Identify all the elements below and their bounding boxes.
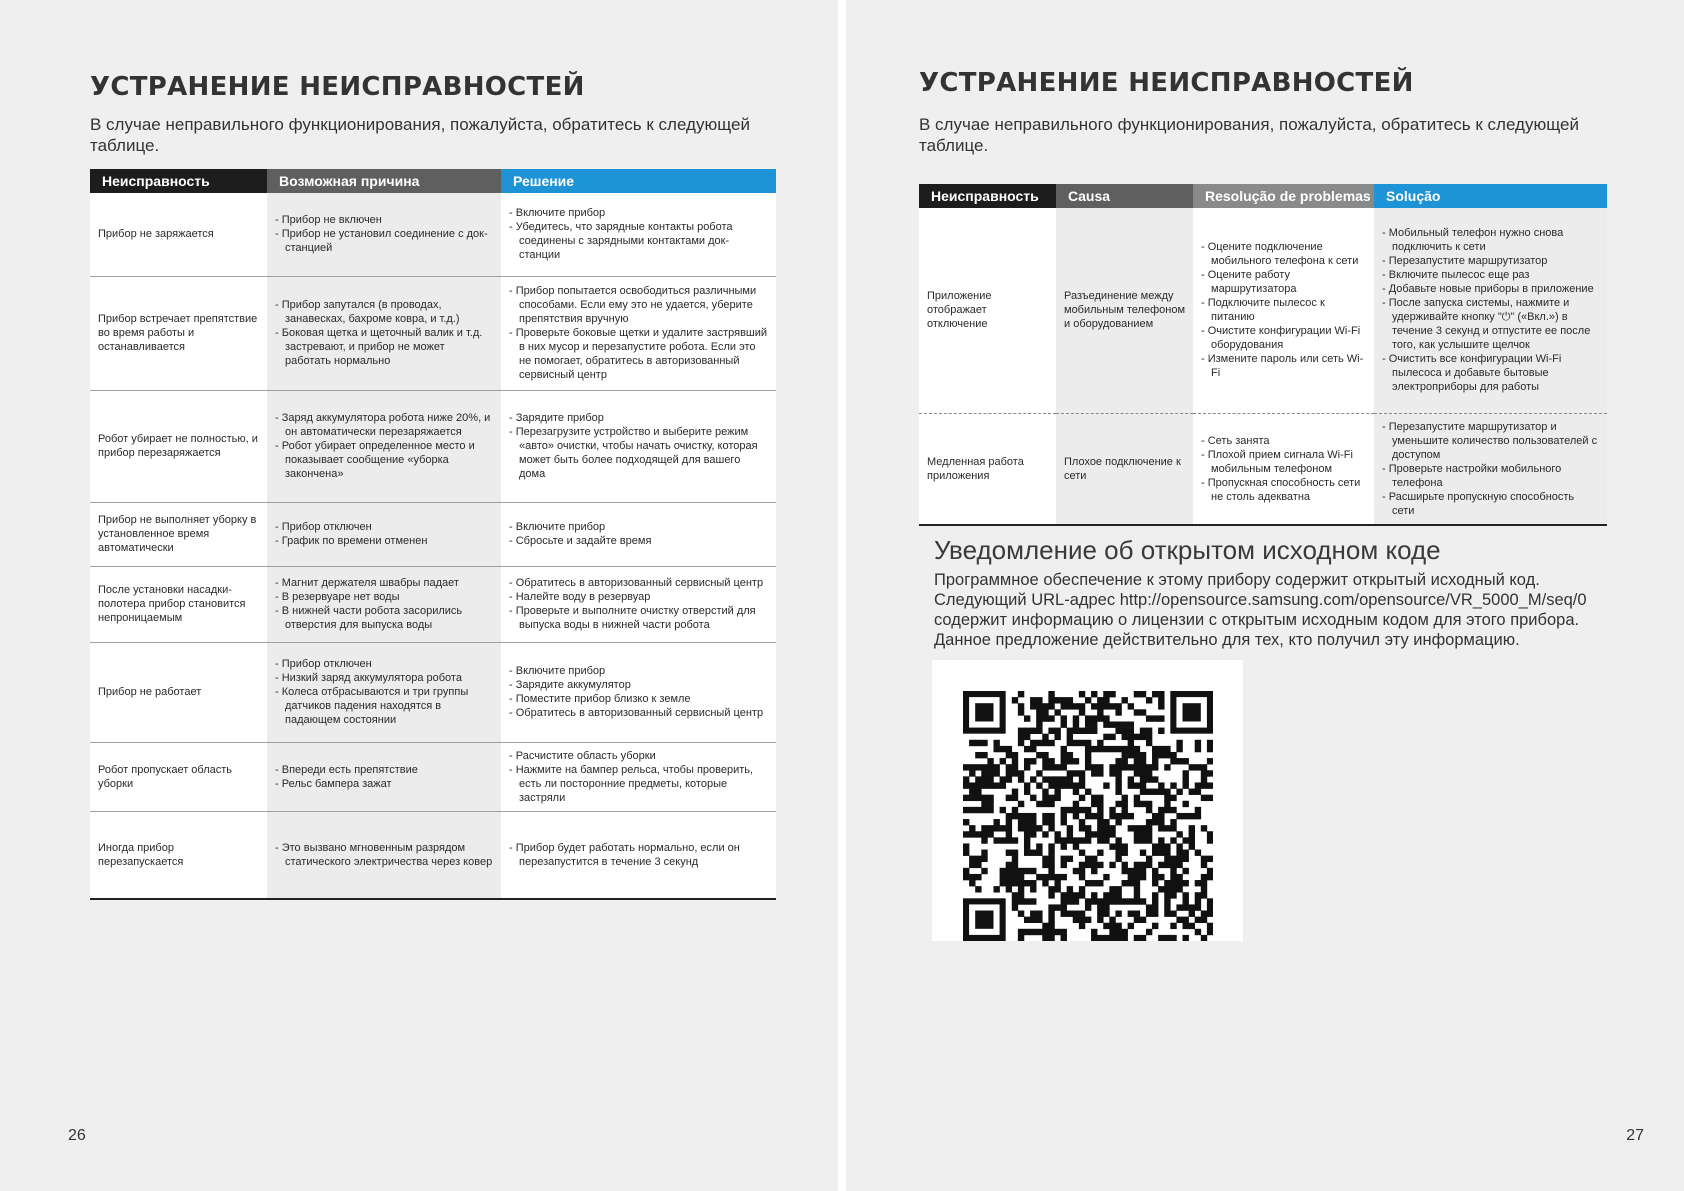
header-fault: Неисправность bbox=[919, 184, 1056, 208]
table-body bbox=[919, 208, 1607, 525]
table-row bbox=[90, 276, 776, 390]
list-item: - Подключите пылесос к питанию bbox=[1201, 296, 1366, 324]
solution-cell bbox=[501, 642, 776, 742]
fault-cell: После установки насадки-полотера прибор становится непроницаемым bbox=[90, 566, 267, 642]
list-item: - Прибор не установил соединение с док-станцией bbox=[275, 227, 493, 255]
bullet-list bbox=[275, 841, 493, 869]
list-item: - Очистить все конфигурации Wi-Fi пылесоса и добавьте бытовые электроприборы для работы bbox=[1382, 352, 1599, 394]
cause-cell bbox=[267, 566, 501, 642]
list-item: - Расширьте пропускную способность сети bbox=[1382, 490, 1599, 518]
solution-cell bbox=[501, 502, 776, 566]
app-troubleshooting-table bbox=[919, 184, 1607, 526]
list-item: - Убедитесь, что зарядные контакты робота соединены с зарядными контактами док-станции bbox=[509, 220, 768, 262]
page-number: 27 bbox=[1626, 1127, 1644, 1144]
list-item: - Сбросьте и задайте время bbox=[509, 534, 768, 548]
list-item: - Оцените работу маршрутизатора bbox=[1201, 268, 1366, 296]
list-item: - Расчистите область уборки bbox=[509, 749, 768, 763]
list-item: - Налейте воду в резервуар bbox=[509, 590, 768, 604]
bullet-list bbox=[509, 841, 768, 869]
open-source-line: содержит информацию о лицензии с открытым исходным кодом для этого прибора. bbox=[934, 611, 1580, 629]
list-item: - Поместите прибор близко к земле bbox=[509, 692, 768, 706]
list-item: - Добавьте новые приборы в приложение bbox=[1382, 282, 1599, 296]
list-item: - Оцените подключение мобильного телефона к сети bbox=[1201, 240, 1366, 268]
list-item: - Включите прибор bbox=[509, 206, 768, 220]
bullet-list bbox=[1382, 420, 1599, 518]
bullet-list bbox=[275, 298, 493, 368]
fault-cell: Прибор не выполняет уборку в установленное время автоматически bbox=[90, 502, 267, 566]
cause-cell bbox=[267, 193, 501, 276]
list-item: - Боковая щетка и щеточный валик и т.д. застревают, и прибор не может работать нормально bbox=[275, 326, 493, 368]
list-item: - Измените пароль или сеть Wi-Fi bbox=[1201, 352, 1366, 380]
check-cell bbox=[1193, 208, 1374, 413]
bullet-list bbox=[509, 664, 768, 720]
header-solution: Solução bbox=[1374, 184, 1607, 208]
header-cause: Causa bbox=[1056, 184, 1193, 208]
page-title: УСТРАНЕНИЕ НЕИСПРАВНОСТЕЙ bbox=[90, 72, 585, 102]
list-item: - Магнит держателя швабры падает bbox=[275, 576, 493, 590]
table-row bbox=[90, 502, 776, 566]
solution-cell bbox=[501, 811, 776, 899]
list-item: - Прибор попытается освободиться различными способами. Если ему это не удается, уберите препятствия вручную bbox=[509, 284, 768, 326]
open-source-title: Уведомление об открытом исходном коде bbox=[934, 535, 1441, 565]
bullet-list bbox=[509, 520, 768, 548]
list-item: - Проверьте и выполните очистку отверстий для выпуска воды в нижней части робота bbox=[509, 604, 768, 632]
table-row bbox=[90, 742, 776, 811]
list-item: - Очистите конфигурации Wi-Fi оборудования bbox=[1201, 324, 1366, 352]
qr-code-icon bbox=[932, 660, 1243, 941]
bullet-list bbox=[509, 206, 768, 262]
list-item: - Низкий заряд аккумулятора робота bbox=[275, 671, 493, 685]
intro-text: В случае неправильного функционирования, пожалуйста, обратитесь к следующей таблице. bbox=[919, 115, 1579, 155]
list-item: - В нижней части робота засорились отверстия для выпуска воды bbox=[275, 604, 493, 632]
bullet-list bbox=[275, 576, 493, 632]
list-item: - Включите пылесос еще раз bbox=[1382, 268, 1599, 282]
solution-cell bbox=[501, 390, 776, 502]
list-item: - Прибор будет работать нормально, если он перезапустится в течение 3 секунд bbox=[509, 841, 768, 869]
bullet-list bbox=[275, 520, 493, 548]
table-row bbox=[90, 566, 776, 642]
list-item: - Прибор отключен bbox=[275, 520, 493, 534]
list-item: - Зарядите аккумулятор bbox=[509, 678, 768, 692]
fault-cell: Робот убирает не полностью, и прибор перезаряжается bbox=[90, 390, 267, 502]
bullet-list bbox=[1201, 240, 1366, 380]
solution-cell bbox=[1374, 413, 1607, 525]
qr-code-graphic bbox=[963, 691, 1213, 941]
fault-cell: Прибор не работает bbox=[90, 642, 267, 742]
solution-cell bbox=[501, 566, 776, 642]
check-cell bbox=[1193, 413, 1374, 525]
table-row bbox=[90, 193, 776, 276]
list-item: - Перезапустите маршрутизатор и уменьшите количество пользователей с доступом bbox=[1382, 420, 1599, 462]
list-item: - Рельс бампера зажат bbox=[275, 777, 493, 791]
table-row bbox=[90, 390, 776, 502]
open-source-line: Данное предложение действительно для тех, кто получил эту информацию. bbox=[934, 631, 1520, 649]
solution-cell bbox=[1374, 208, 1607, 413]
list-item: - Впереди есть препятствие bbox=[275, 763, 493, 777]
cause-cell: Разъединение между мобильным телефоном и оборудованием bbox=[1056, 208, 1193, 413]
header-fault: Неисправность bbox=[90, 169, 267, 193]
list-item: - Перезапустите маршрутизатор bbox=[1382, 254, 1599, 268]
list-item: - Мобильный телефон нужно снова подключить к сети bbox=[1382, 226, 1599, 254]
list-item: - Прибор отключен bbox=[275, 657, 493, 671]
list-item: - Включите прибор bbox=[509, 520, 768, 534]
list-item: - Проверьте боковые щетки и удалите застрявший в них мусор и перезапустите робота. Если это не помогает, обратитесь в авторизованный сервисный центр bbox=[509, 326, 768, 382]
table-row bbox=[919, 413, 1607, 525]
list-item: - Робот убирает определенное место и показывает сообщение «уборка закончена» bbox=[275, 439, 493, 481]
bullet-list bbox=[275, 657, 493, 727]
table-row bbox=[919, 208, 1607, 413]
cause-cell bbox=[267, 276, 501, 390]
list-item: - Заряд аккумулятора робота ниже 20%, и он автоматически перезаряжается bbox=[275, 411, 493, 439]
list-item: - Обратитесь в авторизованный сервисный центр bbox=[509, 576, 768, 590]
page-number: 26 bbox=[68, 1127, 86, 1144]
fault-cell: Приложение отображает отключение bbox=[919, 208, 1056, 413]
cause-cell bbox=[267, 390, 501, 502]
header-resolution: Resolução de problemas bbox=[1193, 184, 1374, 208]
list-item: - Колеса отбрасываются и три группы датчиков падения находятся в падающем состоянии bbox=[275, 685, 493, 727]
cause-cell bbox=[267, 502, 501, 566]
table-row bbox=[90, 642, 776, 742]
list-item: - После запуска системы, нажмите и удерживайте кнопку "⏻" («Вкл.») в течение 3 секунд и отпустите ее после того, как услышите щелчок bbox=[1382, 296, 1599, 352]
page-right bbox=[846, 0, 1684, 1191]
list-item: - График по времени отменен bbox=[275, 534, 493, 548]
list-item: - Сеть занята bbox=[1201, 434, 1366, 448]
cause-cell bbox=[267, 642, 501, 742]
fault-cell: Прибор встречает препятствие во время работы и останавливается bbox=[90, 276, 267, 390]
table-header-row bbox=[919, 184, 1607, 208]
cause-cell bbox=[267, 811, 501, 899]
solution-cell bbox=[501, 193, 776, 276]
table-row bbox=[90, 811, 776, 899]
fault-cell: Робот пропускает область уборки bbox=[90, 742, 267, 811]
troubleshooting-table bbox=[90, 169, 776, 900]
list-item: - Зарядите прибор bbox=[509, 411, 768, 425]
solution-cell bbox=[501, 276, 776, 390]
list-item: - Включите прибор bbox=[509, 664, 768, 678]
list-item: - Это вызвано мгновенным разрядом статического электричества через ковер bbox=[275, 841, 493, 869]
open-source-text bbox=[934, 570, 1634, 650]
list-item: - Прибор запутался (в проводах, занавесках, бахроме ковра, и т.д.) bbox=[275, 298, 493, 326]
table-body bbox=[90, 193, 776, 899]
fault-cell: Иногда прибор перезапускается bbox=[90, 811, 267, 899]
list-item: - Проверьте настройки мобильного телефона bbox=[1382, 462, 1599, 490]
header-solution: Решение bbox=[501, 169, 776, 193]
open-source-line: Следующий URL-адрес http://opensource.samsung.com/opensource/VR_5000_M/seq/0 bbox=[934, 591, 1587, 609]
list-item: - Плохой прием сигнала Wi-Fi мобильным телефоном bbox=[1201, 448, 1366, 476]
cause-cell: Плохое подключение к сети bbox=[1056, 413, 1193, 525]
intro-text: В случае неправильного функционирования, пожалуйста, обратитесь к следующей таблице. bbox=[90, 115, 750, 155]
bullet-list bbox=[509, 411, 768, 481]
bullet-list bbox=[509, 749, 768, 805]
list-item: - В резервуаре нет воды bbox=[275, 590, 493, 604]
bullet-list bbox=[509, 576, 768, 632]
bullet-list bbox=[275, 411, 493, 481]
list-item: - Прибор не включен bbox=[275, 213, 493, 227]
page-left bbox=[0, 0, 838, 1191]
bullet-list bbox=[1201, 434, 1366, 504]
fault-cell: Прибор не заряжается bbox=[90, 193, 267, 276]
open-source-line: Программное обеспечение к этому прибору содержит открытый исходный код. bbox=[934, 571, 1540, 589]
list-item: - Перезагрузите устройство и выберите режим «авто» очистки, чтобы начать очистку, которая может быть более подходящей для вашего дома bbox=[509, 425, 768, 481]
header-cause: Возможная причина bbox=[267, 169, 501, 193]
list-item: - Нажмите на бампер рельса, чтобы проверить, есть ли посторонние предметы, которые застряли bbox=[509, 763, 768, 805]
page-title: УСТРАНЕНИЕ НЕИСПРАВНОСТЕЙ bbox=[919, 68, 1414, 98]
list-item: - Обратитесь в авторизованный сервисный центр bbox=[509, 706, 768, 720]
bullet-list bbox=[1382, 226, 1599, 394]
solution-cell bbox=[501, 742, 776, 811]
fault-cell: Медленная работа приложения bbox=[919, 413, 1056, 525]
table-header-row bbox=[90, 169, 776, 193]
cause-cell bbox=[267, 742, 501, 811]
list-item: - Пропускная способность сети не столь адекватна bbox=[1201, 476, 1366, 504]
bullet-list bbox=[275, 213, 493, 255]
bullet-list bbox=[509, 284, 768, 382]
bullet-list bbox=[275, 763, 493, 791]
